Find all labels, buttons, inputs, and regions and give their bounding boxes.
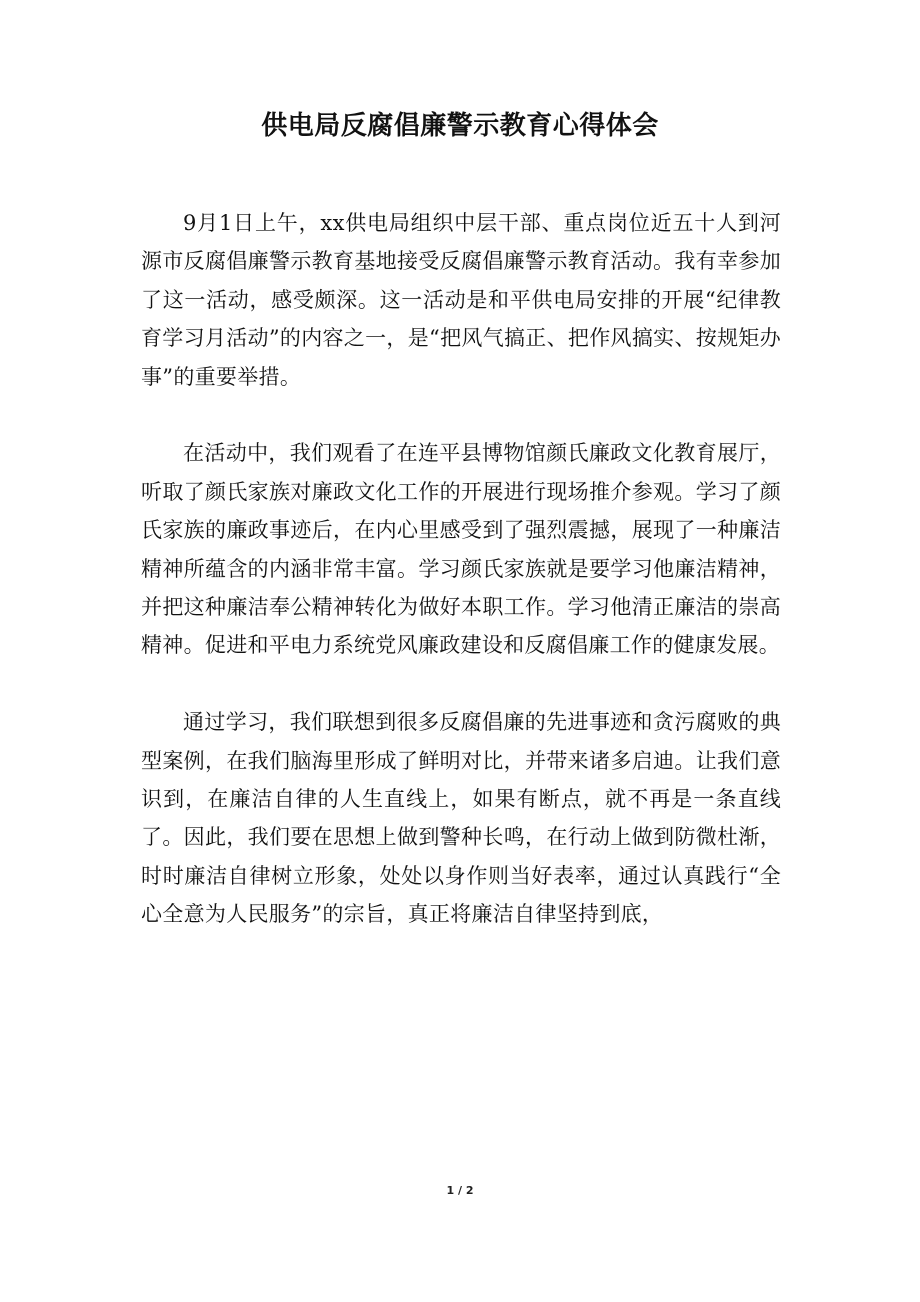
page-number: 1 / 2 — [446, 1184, 474, 1197]
document-body — [141, 204, 781, 934]
paragraph-1: 9月1日上午，xx供电局组织中层干部、重点岗位近五十人到河源市反腐倡廉警示教育基地接受反腐倡廉警示教育活动。我有幸参加了这一活动，感受颇深。这一活动是和平供电局安排的开展“纪律教育学习月活动”的内容之一，是“把风气搞正、把作风搞实、按规矩办事”的重要举措。 — [141, 211, 781, 389]
paragraph-3: 通过学习，我们联想到很多反腐倡廉的先进事迹和贪污腐败的典型案例，在我们脑海里形成了鲜明对比，并带来诸多启迪。让我们意识到，在廉洁自律的人生直线上，如果有断点，就不再是一条直线了。因此，我们要在思想上做到警种长鸣，在行动上做到防微杜渐，时时廉洁自律树立形象，处处以身作则当好表率，通过认真践行“全心全意为人民服务”的宗旨，真正将廉洁自律坚持到底， — [141, 710, 781, 927]
paragraph-2: 在活动中，我们观看了在连平县博物馆颜氏廉政文化教育展厅，听取了颜氏家族对廉政文化工作的开展进行现场推介参观。学习了颜氏家族的廉政事迹后，在内心里感受到了强烈震撼，展现了一种廉洁精神所蕴含的内涵非常丰富。学习颜氏家族就是要学习他廉洁精神，并把这种廉洁奉公精神转化为做好本职工作。学习他清正廉洁的崇高精神。促进和平电力系统党风廉政建设和反腐倡廉工作的健康发展。 — [141, 441, 781, 658]
document-title: 供电局反腐倡廉警示教育心得体会 — [261, 111, 659, 141]
